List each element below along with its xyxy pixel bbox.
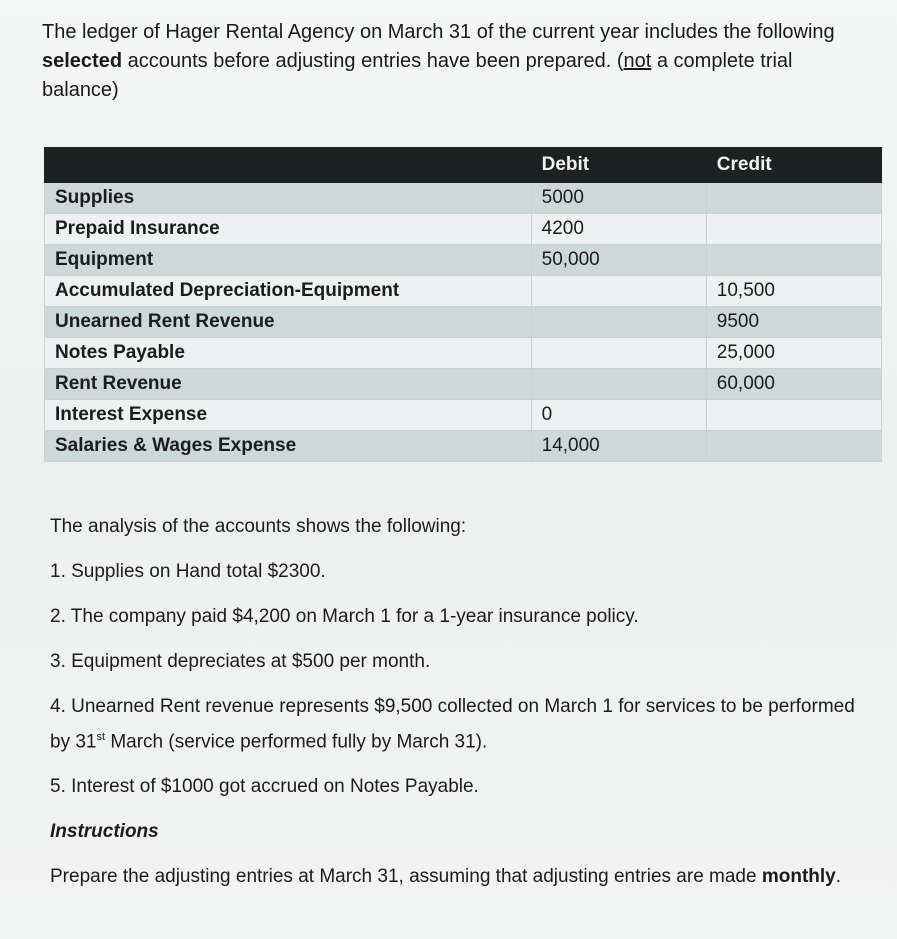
credit-cell — [706, 400, 881, 431]
credit-cell: 25,000 — [706, 338, 881, 369]
item4-superscript: st — [96, 731, 106, 743]
instructions-text-1: Prepare the adjusting entries at March 31, assuming that adjusting entries are made — [50, 866, 762, 888]
debit-cell — [531, 276, 706, 307]
table-row — [45, 431, 882, 462]
analysis-heading: The analysis of the accounts shows the following: — [50, 516, 467, 537]
credit-cell: 9500 — [706, 307, 881, 338]
analysis-section — [50, 512, 870, 907]
table-row — [45, 307, 882, 338]
debit-cell: 4200 — [531, 214, 706, 245]
debit-cell: 0 — [531, 400, 706, 431]
instructions-text — [50, 862, 870, 892]
debit-cell: 5000 — [531, 183, 706, 214]
credit-cell — [706, 431, 881, 462]
intro-text-2: accounts before adjusting entries have been prepared. ( — [122, 50, 624, 72]
item4-text-1: 4. Unearned Rent revenue represents $9,500 collected on March 1 for services to be performed by 31 — [50, 696, 855, 753]
debit-cell — [531, 338, 706, 369]
analysis-item: 5. Interest of $1000 got accrued on Notes Payable. — [50, 776, 479, 798]
header-account — [45, 148, 532, 183]
credit-cell — [706, 245, 881, 276]
intro-underlined-word: not — [623, 50, 652, 72]
table-row — [45, 214, 882, 245]
account-cell: Equipment — [45, 245, 532, 276]
debit-cell: 50,000 — [531, 245, 706, 276]
intro-bold-word: selected — [42, 50, 123, 72]
account-cell: Supplies — [45, 183, 532, 214]
header-debit: Debit — [531, 148, 706, 183]
instructions-bold-word: monthly — [761, 866, 836, 888]
table-row — [45, 338, 882, 369]
table-row — [45, 245, 882, 276]
item4-text-2: March (service performed fully by March 31). — [105, 731, 488, 753]
ledger-header-row — [45, 148, 882, 183]
account-cell: Interest Expense — [45, 400, 532, 431]
table-row — [45, 276, 882, 307]
table-row — [45, 400, 882, 431]
account-cell: Salaries & Wages Expense — [45, 431, 532, 462]
debit-cell: 14,000 — [531, 431, 706, 462]
credit-cell — [706, 214, 881, 245]
intro-text-3: a complete trial balance) — [42, 50, 793, 101]
analysis-item: 2. The company paid $4,200 on March 1 for a 1-year insurance policy. — [50, 606, 639, 627]
credit-cell: 10,500 — [706, 276, 881, 307]
analysis-item: 3. Equipment depreciates at $500 per month. — [50, 651, 431, 672]
instructions-heading: Instructions — [50, 821, 159, 843]
ledger-table — [44, 147, 882, 462]
credit-cell: 60,000 — [706, 369, 881, 400]
header-credit: Credit — [706, 148, 881, 183]
analysis-item: 1. Supplies on Hand total $2300. — [50, 561, 326, 582]
account-cell: Prepaid Insurance — [45, 214, 532, 245]
debit-cell — [531, 307, 706, 338]
table-row — [45, 369, 882, 400]
account-cell: Unearned Rent Revenue — [45, 307, 532, 338]
debit-cell — [531, 369, 706, 400]
instructions-text-2: . — [835, 866, 842, 888]
account-cell: Notes Payable — [45, 338, 532, 369]
account-cell: Rent Revenue — [45, 369, 532, 400]
intro-paragraph — [42, 18, 872, 105]
analysis-item-4 — [50, 692, 870, 757]
intro-text-1: The ledger of Hager Rental Agency on March 31 of the current year includes the following — [42, 21, 835, 43]
account-cell: Accumulated Depreciation-Equipment — [45, 276, 532, 307]
credit-cell — [706, 183, 881, 214]
table-row — [45, 183, 882, 214]
